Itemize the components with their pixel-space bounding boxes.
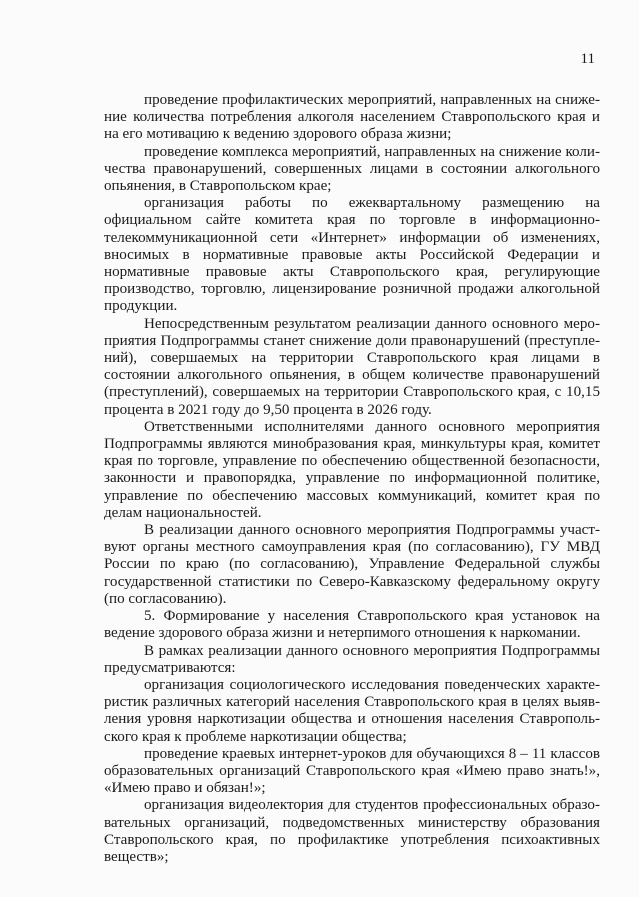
- page-number: 11: [580, 51, 595, 67]
- section-heading-paragraph: 5. Формирование у населения Ставропольского края установок на ведение здорового образа жизни и нетерпимого отношения к наркомании.: [104, 608, 600, 642]
- paragraph: организация видеолектория для студентов профессиональных образовательных организаций, подведомственных министерству образования Ставропольского края, по профилактике употребления психоактивных веществ»;: [104, 797, 600, 865]
- paragraph: Ответственными исполнителями данного основного мероприятия Подпрограммы являются минобразования края, минкультуры края, комитет края по торговле, управление по обеспечению общественной безопасности, законности и правопорядка, управление по информационной политике, управление по обеспечению массовых коммуникаций, комитет края по делам национальностей.: [104, 418, 600, 521]
- paragraph: проведение комплекса мероприятий, направленных на снижение количества правонарушений, совершенных лицами в состоянии алкогольного опьянения, в Ставропольском крае;: [104, 143, 600, 195]
- paragraph: проведение краевых интернет-уроков для обучающихся 8 – 11 классов образовательных организаций Ставропольского края «Имею право знать!», «Имею право и обязан!»;: [104, 745, 600, 797]
- paragraph: Непосредственным результатом реализации данного основного мероприятия Подпрограммы станет снижение доли правонарушений (преступлений), совершаемых на территории Ставропольского края лицами в состоянии алкогольного опьянения, в общем количестве правонарушений (преступлений), совершаемых на территории Ставропольского края, с 10,15 процента в 2021 году до 9,50 процента в 2026 году.: [104, 315, 600, 418]
- paragraph: организация работы по ежеквартальному размещению на официальном сайте комитета края по торговле в информационно-телекоммуникационной сети «Интернет» информации об изменениях, вносимых в нормативные правовые акты Российской Федерации и нормативные правовые акты Ставропольского края, регулирующие производство, торговлю, лицензирование розничной продажи алкогольной продукции.: [104, 195, 600, 315]
- paragraph: В рамках реализации данного основного мероприятия Подпрограммы предусматриваются:: [104, 642, 600, 676]
- paragraph: организация социологического исследования поведенческих характеристик различных категорий населения Ставропольского края в целях выявления уровня наркотизации общества и отношения населения Ставропольского края к проблеме наркотизации общества;: [104, 676, 600, 745]
- paragraph: В реализации данного основного мероприятия Подпрограммы участвуют органы местного самоуправления края (по согласованию), ГУ МВД России по краю (по согласованию), Управление Федеральной службы государственной статистики по Северо-Кавказскому федеральному округу (по согласованию).: [104, 522, 600, 607]
- paragraph: проведение профилактических мероприятий, направленных на снижение количества потребления алкоголя населением Ставропольского края и на его мотивацию к ведению здорового образа жизни;: [104, 92, 600, 143]
- document-body: [104, 92, 600, 866]
